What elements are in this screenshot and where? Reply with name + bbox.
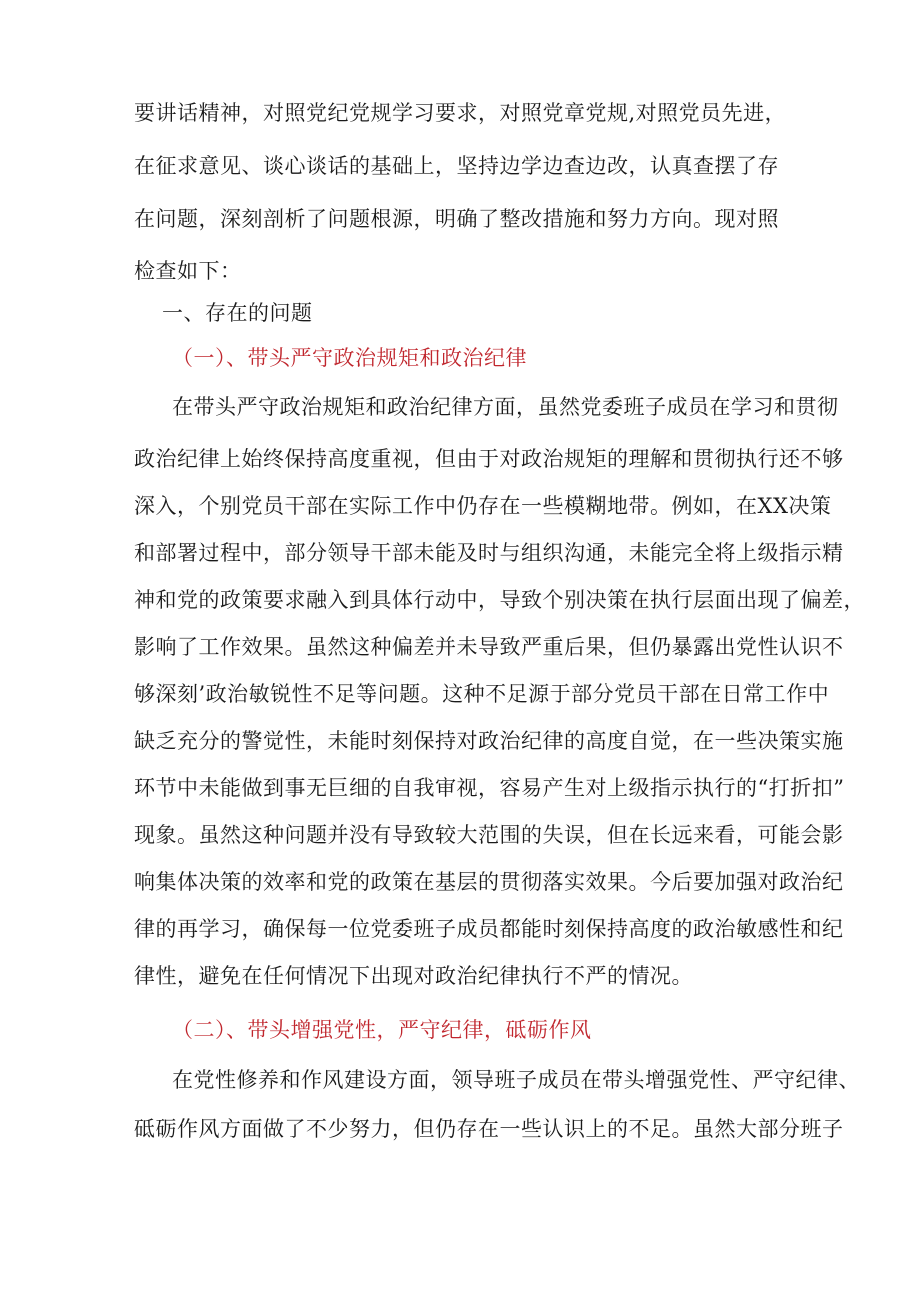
body-line: 响集体决策的效率和党的政策在基层的贯彻落实效果。今后要加强对政治纪 [134, 870, 844, 894]
intro-line: 检查如下： [134, 259, 242, 283]
intro-line: 在征求意见、谈心谈话的基础上，坚持边学边查边改，认真查摆了存 [134, 154, 779, 178]
body-line: 政治纪律上始终保持高度重视，但由于对政治规矩的理解和贯彻执行还不够 [134, 447, 844, 471]
body-line: 在带头严守政治规矩和政治纪律方面，虽然党委班子成员在学习和贯彻 [172, 395, 839, 419]
body-line: 影响了工作效果。虽然这种偏差并未导致严重后果，但仍暴露出党性认识不 [134, 635, 844, 659]
body-line: 律的再学习，确保每一位党委班子成员都能时刻保持高度的政治敏感性和纪 [134, 917, 844, 941]
section-heading: 一、存在的问题 [162, 301, 313, 325]
body-line: 律性，避免在任何情况下出现对政治纪律执行不严的情况。 [134, 964, 693, 988]
body-line: 现象。虽然这种问题并没有导致较大范围的失误，但在长远来看，可能会影 [134, 823, 844, 847]
body-line: 砥砺作风方面做了不少努力，但仍存在一些认识上的不足。虽然大部分班子 [134, 1117, 844, 1141]
body-line: 深入，个别党员干部在实际工作中仍存在一些模糊地带。例如，在XX决策 [134, 494, 832, 518]
subsection-heading: （二）、带头增强党性，严守纪律，砥砺作风 [172, 1018, 592, 1042]
body-line: 和部署过程中，部分领导干部未能及时与组织沟通，未能完全将上级指示精 [134, 541, 844, 565]
subsection-heading: （一）、带头严守政治规矩和政治纪律 [172, 346, 527, 370]
body-line: 缺乏充分的警觉性，未能时刻保持对政治纪律的高度自觉，在一些决策实施 [134, 729, 844, 753]
intro-line: 要讲话精神，对照党纪党规学习要求，对照党章党规,对照党员先进， [134, 101, 787, 125]
body-line: 神和党的政策要求融入到具体行动中，导致个别决策在执行层面出现了偏差， [134, 588, 865, 612]
body-line: 环节中未能做到事无巨细的自我审视，容易产生对上级指示执行的“打折扣” [134, 776, 845, 800]
body-line: 够深刻’政治敏锐性不足等问题。这种不足源于部分党员干部在日常工作中 [134, 682, 830, 706]
body-line: 在党性修养和作风建设方面，领导班子成员在带头增强党性、严守纪律、 [172, 1068, 860, 1092]
intro-line: 在问题，深刻剖析了问题根源，明确了整改措施和努力方向。现对照 [134, 207, 779, 231]
